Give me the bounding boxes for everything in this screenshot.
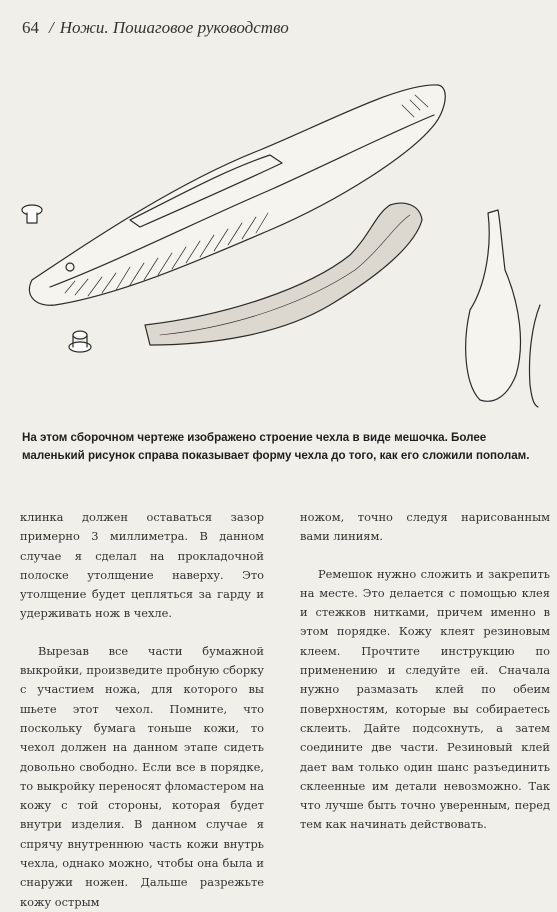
paragraph-left-2: Вырезав все части бумажной выкройки, произведите пробную сборку с участием ножа, для которого вы шьете этот чехол. Помните, что поскольку бумага тоньше кожи, то чехол должен на данном этапе сидеть довольно свободно. Если все в порядке, то выкройку переносят фломастером на кожу с той стороны, которая будет внутри изделия. В данном случае я спрячу внутреннюю часть кожи внутрь чехла, однако можно, чтобы она была и снаружи ножен. Дальше разрежьте кожу острым (20, 643, 264, 909)
sheath-pouch-drawing (29, 85, 445, 305)
sheath-assembly-illustration (10, 55, 550, 425)
page-number: 64 (22, 18, 39, 37)
running-header (22, 18, 289, 38)
text-column-right (300, 508, 550, 835)
paragraph-right-2: Ремешок нужно сложить и закрепить на месте. Это делается с помощью клея и стежков нитками, причем именно в этом порядке. Кожу клеят резиновым клеем. Прочтите инструкцию по применению и следуйте ей. Сначала нужно размазать клей по обеим поверхностям, которые вы собираетесь склеить. Дайте подсохнуть, а затем соедините две части. Резиновый клей дает вам только один шанс разъединить склеенные им детали невозможно. Так что лучше быть точно уверенным, перед тем как начинать действовать. (300, 566, 550, 832)
header-separator: / (49, 18, 54, 37)
book-title: Ножи. Пошаговое руководство (59, 18, 289, 37)
text-column-left (20, 508, 264, 912)
rivet-top (22, 205, 42, 223)
paragraph-left-1: клинка должен оставаться зазор примерно 3 миллиметра. В данном случае я сделал на прокладочной полоске утолщение наверху. Это утолщение будет цепляться за гарду и удерживать нож в чехле. (20, 510, 264, 621)
unfolded-pattern-drawing (466, 210, 521, 401)
figure-caption: На этом сборочном чертеже изображено строение чехла в виде мешочка. Более маленький рисунок справа показывает форму чехла до того, как его сложили пополам. (22, 431, 530, 462)
paragraph-right-1: ножом, точно следуя нарисованным вами линиям. (300, 510, 550, 544)
rivet-bottom (69, 331, 91, 352)
